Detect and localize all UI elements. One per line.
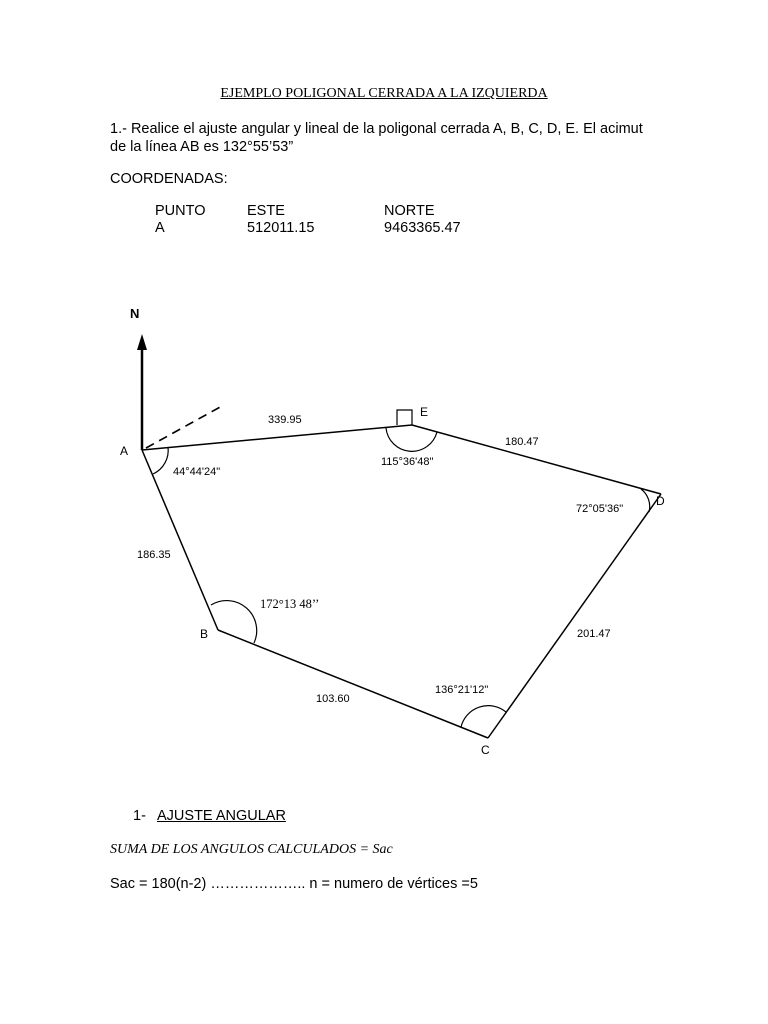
header-este: ESTE (247, 203, 285, 219)
section-number: 1- (133, 808, 146, 824)
section-title: AJUSTE ANGULAR (157, 808, 286, 824)
problem-statement: 1.- Realice el ajuste angular y lineal de la poligonal cerrada A, B, C, D, E. El acimut de la línea AB es 132°55’53” (110, 121, 643, 155)
azimuth-reference-line (146, 406, 222, 448)
angle-label-d: 72°05'36" (576, 503, 624, 515)
angle-arc-d (641, 489, 650, 512)
document-title: EJEMPLO POLIGONAL CERRADA A LA IZQUIERDA (220, 86, 548, 101)
distance-cd: 201.47 (577, 628, 611, 640)
point-label-b: B (200, 627, 209, 641)
cell-punto: A (155, 220, 165, 236)
header-punto: PUNTO (155, 203, 206, 219)
header-norte: NORTE (384, 203, 435, 219)
distance-ed: 180.47 (505, 436, 539, 448)
distance-ae: 339.95 (268, 414, 302, 426)
edge-ae (142, 425, 412, 450)
cell-este: 512011.15 (247, 220, 315, 236)
angle-arc-a (153, 447, 168, 474)
point-label-d: D (656, 494, 665, 508)
edge-cd (488, 494, 661, 738)
angle-label-e: 115°36'48" (381, 456, 434, 468)
point-label-e: E (420, 405, 429, 419)
angle-label-c: 136°21'12" (435, 684, 489, 696)
e-square-marker (397, 410, 412, 425)
angle-label-a: 44°44'24" (173, 466, 221, 478)
north-arrowhead (137, 334, 147, 350)
sac-formula-line: Sac = 180(n-2) ……………….. n = numero de vértices =5 (110, 876, 478, 892)
north-label: N (130, 306, 140, 321)
sum-formula-line: SUMA DE LOS ANGULOS CALCULADOS = Sac (110, 842, 393, 857)
angle-arc-e (386, 428, 437, 451)
coordinates-label: COORDENADAS: (110, 171, 228, 187)
point-label-c: C (481, 743, 490, 757)
angle-arc-c (461, 706, 506, 727)
point-label-a: A (120, 444, 129, 458)
distance-ab: 186.35 (137, 549, 171, 561)
cell-norte: 9463365.47 (384, 220, 461, 236)
distance-bc: 103.60 (316, 693, 350, 705)
angle-label-b: 172°13 48’’ (260, 597, 320, 611)
